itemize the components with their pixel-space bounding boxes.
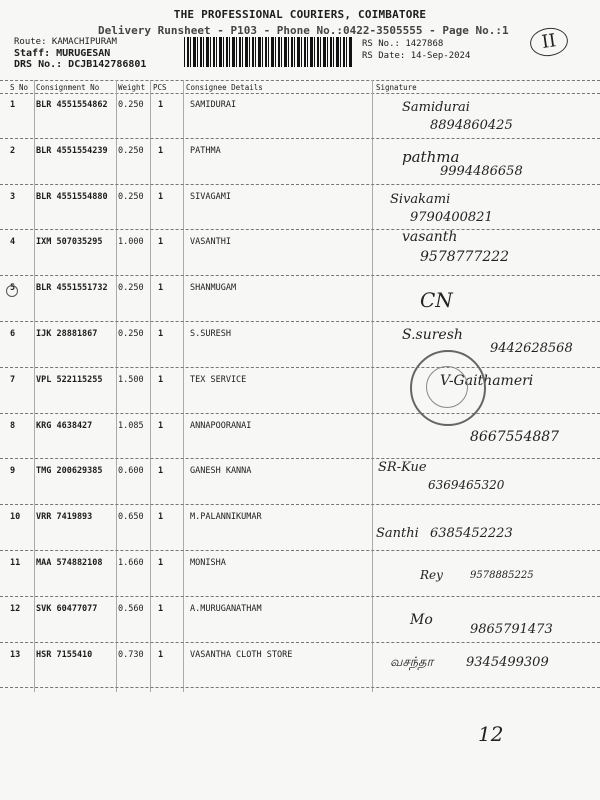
col-pcs: PCS bbox=[153, 83, 167, 92]
runsheet-header-left bbox=[14, 37, 146, 70]
consignee-name: SHANMUGAM bbox=[190, 283, 237, 294]
handwritten-signature: Samidurai bbox=[402, 100, 470, 115]
consignee-name: GANESH KANNA bbox=[190, 466, 252, 477]
consignee-name: SIVAGAMI bbox=[190, 191, 231, 202]
table-row bbox=[0, 460, 600, 512]
handwritten-phone: 9994486658 bbox=[440, 163, 523, 179]
handwritten-phone: 9578885225 bbox=[470, 570, 534, 581]
serial-number: 7 bbox=[10, 374, 16, 385]
handwritten-signature: S.suresh bbox=[402, 327, 463, 343]
row-divider bbox=[0, 275, 600, 276]
row-divider bbox=[0, 687, 600, 688]
handwritten-phone: 9345499309 bbox=[466, 654, 549, 670]
route-label: Route: KAMACHIPURAM bbox=[14, 37, 117, 47]
row-divider bbox=[0, 458, 600, 459]
company-stamp bbox=[410, 350, 486, 426]
weight-value: 0.560 bbox=[118, 603, 144, 614]
row-divider bbox=[0, 413, 600, 414]
pieces-count: 1 bbox=[158, 420, 164, 431]
company-title: THE PROFESSIONAL COURIERS, COIMBATORE bbox=[173, 8, 427, 21]
pieces-count: 1 bbox=[158, 237, 164, 248]
stamp-inner-ring bbox=[426, 366, 468, 408]
consignee-name: SAMIDURAI bbox=[190, 100, 237, 110]
consignee-name: PATHMA bbox=[190, 145, 221, 156]
handwritten-signature: வசந்தா bbox=[390, 654, 434, 670]
pieces-count: 1 bbox=[158, 558, 164, 568]
handwritten-signature: vasanth bbox=[402, 229, 458, 246]
serial-number: 13 bbox=[10, 649, 21, 660]
table-row bbox=[0, 558, 600, 604]
weight-value: 0.250 bbox=[118, 283, 144, 294]
barcode bbox=[184, 37, 352, 67]
handwritten-signature: CN bbox=[420, 288, 453, 313]
weight-value: 0.250 bbox=[118, 100, 144, 110]
row-divider bbox=[0, 321, 600, 322]
consignee-name: MONISHA bbox=[190, 558, 226, 568]
consignment-number: BLR 4551554862 bbox=[36, 100, 108, 110]
table-row bbox=[0, 100, 600, 146]
serial-number: 6 bbox=[10, 329, 16, 339]
pieces-count: 1 bbox=[158, 374, 164, 385]
weight-value: 0.250 bbox=[118, 191, 144, 202]
handwritten-phone: 8667554887 bbox=[470, 428, 560, 445]
col-sno: S No bbox=[10, 83, 29, 92]
row-divider bbox=[0, 504, 600, 505]
pieces-count: 1 bbox=[158, 283, 164, 294]
handwritten-phone: 6385452223 bbox=[430, 526, 513, 542]
handwritten-phone: 9790400821 bbox=[410, 209, 493, 225]
consignment-number: BLR 4551554880 bbox=[36, 191, 108, 202]
staff-label: Staff: MURUGESAN bbox=[14, 48, 111, 59]
col-consignment: Consignment No bbox=[36, 83, 100, 92]
row-marker-icon bbox=[6, 285, 18, 297]
row-divider bbox=[0, 642, 600, 643]
row-divider bbox=[0, 596, 600, 597]
weight-value: 0.650 bbox=[118, 512, 144, 523]
weight-value: 1.000 bbox=[118, 237, 144, 248]
table-row bbox=[0, 192, 600, 238]
weight-value: 0.250 bbox=[118, 145, 144, 156]
handwritten-signature: Santhi bbox=[376, 526, 419, 542]
consignment-number: VRR 7419893 bbox=[36, 512, 93, 523]
weight-value: 1.500 bbox=[118, 374, 144, 385]
table-row bbox=[0, 372, 600, 421]
row-divider bbox=[0, 138, 600, 139]
pieces-count: 1 bbox=[158, 649, 164, 660]
weight-value: 1.085 bbox=[118, 420, 144, 431]
consignee-name: M.PALANNIKUMAR bbox=[190, 512, 262, 523]
runsheet-header-right bbox=[362, 38, 470, 62]
serial-number: 3 bbox=[10, 191, 16, 202]
serial-number: 9 bbox=[10, 466, 16, 477]
table-row bbox=[0, 283, 600, 329]
handwritten-signature: Sivakami bbox=[390, 191, 451, 207]
table-row bbox=[0, 229, 600, 283]
consignee-name: VASANTHI bbox=[190, 237, 231, 248]
table-row bbox=[0, 329, 600, 375]
consignment-number: IJK 28881867 bbox=[36, 329, 98, 339]
consignment-number: TMG 200629385 bbox=[36, 466, 103, 477]
weight-value: 0.250 bbox=[118, 329, 144, 339]
table-row bbox=[0, 650, 600, 696]
col-signature: Signature bbox=[376, 83, 417, 92]
consignment-number: VPL 522115255 bbox=[36, 374, 103, 385]
consignee-name: VASANTHA CLOTH STORE bbox=[190, 649, 293, 660]
consignee-name: A.MURUGANATHAM bbox=[190, 603, 262, 614]
consignment-number: HSR 7155410 bbox=[36, 649, 93, 660]
consignment-number: BLR 4551551732 bbox=[36, 283, 108, 294]
pieces-count: 1 bbox=[158, 512, 164, 523]
handwritten-phone: 6369465320 bbox=[428, 478, 505, 493]
serial-number: 8 bbox=[10, 420, 16, 431]
handwritten-phone: 9578777222 bbox=[420, 249, 510, 266]
handwritten-signature: SR-Kue bbox=[378, 460, 427, 476]
table-row bbox=[0, 421, 600, 467]
pieces-count: 1 bbox=[158, 145, 164, 156]
consignment-number: MAA 574882108 bbox=[36, 558, 103, 568]
weight-value: 0.600 bbox=[118, 466, 144, 477]
serial-number: 10 bbox=[10, 512, 21, 523]
pieces-count: 1 bbox=[158, 100, 164, 110]
handwritten-signature: pathma bbox=[402, 147, 460, 166]
consignment-number: SVK 60477077 bbox=[36, 603, 98, 614]
serial-number: 11 bbox=[10, 558, 21, 568]
handwritten-signature: Mo bbox=[410, 611, 433, 628]
handwritten-signature: V-Gaithameri bbox=[440, 372, 534, 389]
weight-value: 1.660 bbox=[118, 558, 144, 568]
consignee-name: ANNAPOORANAI bbox=[190, 420, 252, 431]
rs-date: RS Date: 14-Sep-2024 bbox=[362, 51, 471, 61]
table-row bbox=[0, 146, 600, 192]
handwritten-footer-mark: 12 bbox=[478, 722, 504, 746]
pieces-count: 1 bbox=[158, 466, 164, 477]
serial-number: 4 bbox=[10, 237, 16, 248]
consignee-name: TEX SERVICE bbox=[190, 374, 247, 385]
weight-value: 0.730 bbox=[118, 649, 144, 660]
consignment-number: IXM 507035295 bbox=[36, 237, 103, 248]
row-divider bbox=[0, 229, 600, 230]
pieces-count: 1 bbox=[158, 191, 164, 202]
consignment-number: KRG 4638427 bbox=[36, 420, 93, 431]
table-header bbox=[0, 80, 600, 94]
serial-number: 5 bbox=[10, 283, 16, 294]
consignment-number: BLR 4551554239 bbox=[36, 145, 108, 156]
rs-number: RS No.: 1427868 bbox=[362, 39, 444, 49]
col-consignee: Consignee Details bbox=[186, 83, 263, 92]
handwritten-phone: 8894860425 bbox=[430, 118, 513, 133]
serial-number: 12 bbox=[10, 603, 21, 614]
pieces-count: 1 bbox=[158, 329, 164, 339]
handwritten-signature: Rey bbox=[420, 568, 443, 582]
row-divider bbox=[0, 184, 600, 185]
row-divider bbox=[0, 367, 600, 368]
runsheet-subtitle: Delivery Runsheet - P103 - Phone No.:0422-3505555 - Page No.:1 bbox=[98, 24, 509, 37]
serial-number: 2 bbox=[10, 145, 16, 156]
table-row bbox=[0, 512, 600, 558]
col-weight: Weight bbox=[118, 83, 146, 92]
handwritten-phone: 9442628568 bbox=[490, 341, 573, 356]
table-row bbox=[0, 604, 600, 650]
pieces-count: 1 bbox=[158, 603, 164, 614]
row-divider bbox=[0, 550, 600, 551]
consignee-name: S.SURESH bbox=[190, 329, 231, 339]
handwritten-roman-mark: II bbox=[528, 25, 570, 58]
drs-number: DRS No.: DCJB142786801 bbox=[14, 59, 147, 70]
handwritten-phone: 9865791473 bbox=[470, 621, 553, 637]
serial-number: 1 bbox=[10, 100, 16, 110]
